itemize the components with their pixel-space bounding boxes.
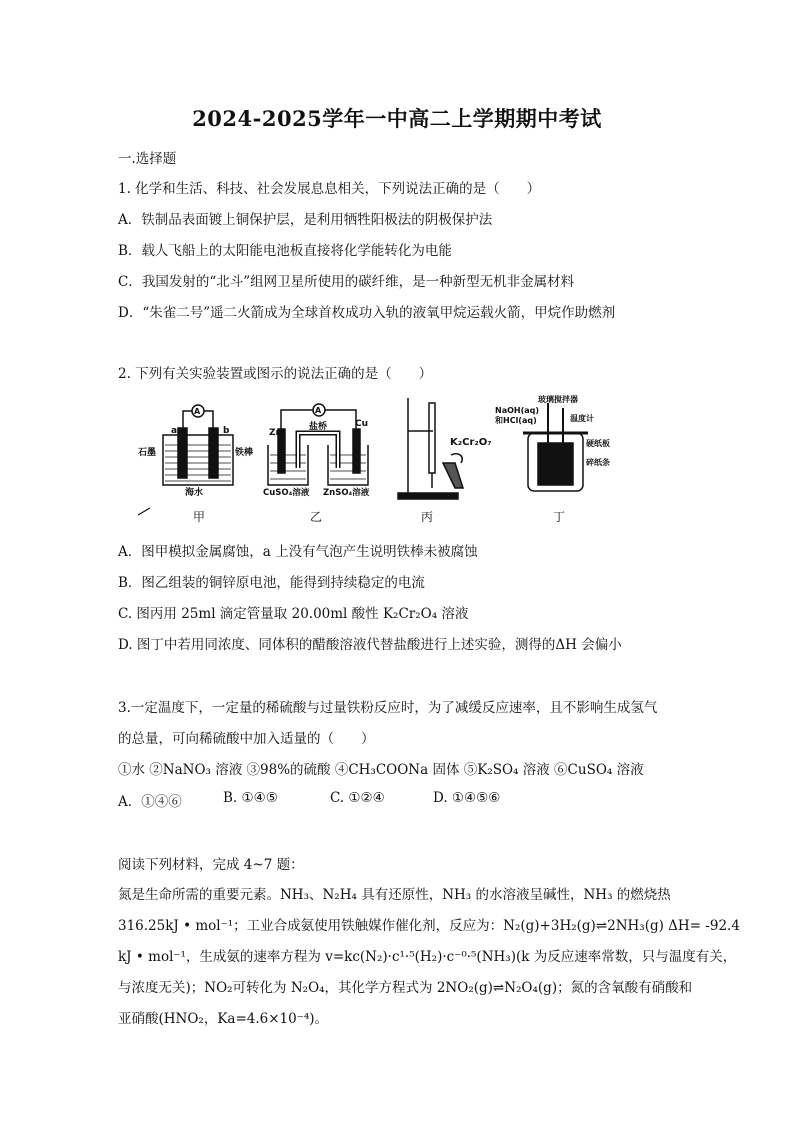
ding-scraps-label: 碎纸条 [586,458,610,467]
jia-right-electrode-label: 铁棒 [235,448,254,458]
jia-left-electrode-label: 石墨 [138,448,157,458]
yi-ammeter-label: A [315,406,322,415]
yi-zn-label: Zn [269,428,282,438]
apparatus-bing [398,398,463,499]
q2-option-d: D. 图丁中若用同浓度、同体积的醋酸溶液代替盐酸进行上述实验，测得的ΔH 会偏小 [118,637,622,653]
q1-option-b: B．载人飞船上的太阳能电池板直接将化学能转化为电能 [118,243,452,259]
reading-line-1: 氮是生命所需的重要元素。NH₃、N₂H₄ 具有还原性，NH₃ 的水溶液呈碱性，NH₃ 的燃烧热 [118,887,671,903]
q3-option-b: B. ①④⑤ [223,790,278,806]
q1-stem: 1. 化学和生活、科技、社会发展息息相关，下列说法正确的是（ ） [118,181,541,197]
figure-label-jia: 甲 [193,510,206,524]
yi-bridge-label: 盐桥 [309,422,328,432]
yi-solution2-label: ZnSO₄溶液 [323,488,370,498]
bing-reagent-label: K₂Cr₂O₇ [450,437,492,448]
q2-option-c: C. 图丙用 25ml 滴定管量取 20.00ml 酸性 K₂Cr₂O₄ 溶液 [118,606,469,622]
q2-stem: 2. 下列有关实验装置或图示的说法正确的是（ ） [118,366,433,382]
q3-option-c: C. ①②④ [330,790,385,806]
figure-label-ding: 丁 [553,510,566,524]
q2-option-a: A．图甲模拟金属腐蚀，a 上没有气泡产生说明铁棒未被腐蚀 [118,544,478,560]
q3-stem-line1: 3.一定温度下，一定量的稀硫酸与过量铁粉反应时，为了减缓反应速率，且不影响生成氢气 [118,700,658,716]
q3-option-a: A．①④⑥ [118,794,182,810]
reading-line-3: kJ • mol⁻¹，生成氨的速率方程为 v=kc(N₂)·c¹·⁵(H₂)·c⁻⁰·⁵(NH₃)(k 为反应速率常数，只与温度有关， [118,949,737,965]
reading-intro: 阅读下列材料，完成 4~7 题： [118,857,304,873]
reading-line-4: 与浓度无关)；NO₂可转化为 N₂O₄，其化学方程式为 2NO₂(g)⇌N₂O₄(g)；氮的含氧酸有硝酸和 [118,980,693,996]
q2-option-b: B．图乙组装的铜锌原电池，能得到持续稳定的电流 [118,575,425,591]
q2-apparatus-figure [133,393,613,528]
jia-solution-label: 海水 [185,488,204,498]
exam-title: 2024-2025学年一中高二上学期期中考试 [192,106,602,131]
figure-label-bing: 丙 [421,510,434,524]
q1-option-a: A．铁制品表面镀上铜保护层，是利用牺牲阳极法的阴极保护法 [118,212,493,228]
q3-option-d: D. ①④⑤⑥ [433,790,501,806]
jia-ammeter-label: A [194,407,201,416]
q1-option-d: D．“朱雀二号”遥二火箭成为全球首枚成功入轨的液氧甲烷运载火箭，甲烷作助燃剂 [118,305,616,321]
ding-board-label: 硬纸板 [586,439,610,448]
ding-naoh-label: NaOH(aq) [495,406,540,415]
reading-line-5: 亚硝酸(HNO₂，Ka=4.6×10⁻⁴)。 [118,1011,329,1027]
ding-stirrer-label: 玻璃搅拌器 [538,395,578,404]
q1-option-c: C．我国发射的“北斗”组网卫星所使用的碳纤维，是一种新型无机非金属材料 [118,274,575,290]
section-heading: 一.选择题 [118,151,177,167]
apparatus-jia [163,405,233,485]
jia-b-label: b [223,426,230,436]
reading-line-2: 316.25kJ • mol⁻¹；工业合成氨使用铁触媒作催化剂，反应为：N₂(g)+3H₂(g)⇌2NH₃(g) ΔH= -92.4 [118,918,740,934]
yi-cu-label: Cu [355,419,369,429]
ding-hcl-label: 和HCl(aq) [495,416,537,425]
yi-solution1-label: CuSO₄溶液 [263,488,310,498]
figure-label-yi: 乙 [310,510,323,524]
ding-thermometer-label: 温度计 [570,414,594,423]
apparatus-yi [268,404,368,485]
jia-a-label: a [171,426,178,436]
q3-items: ①水 ②NaNO₃ 溶液 ③98%的硫酸 ④CH₃COONa 固体 ⑤K₂SO₄ 溶液 ⑥CuSO₄ 溶液 [118,762,644,778]
q3-stem-line2: 的总量，可向稀硫酸中加入适量的（ ） [118,731,375,747]
